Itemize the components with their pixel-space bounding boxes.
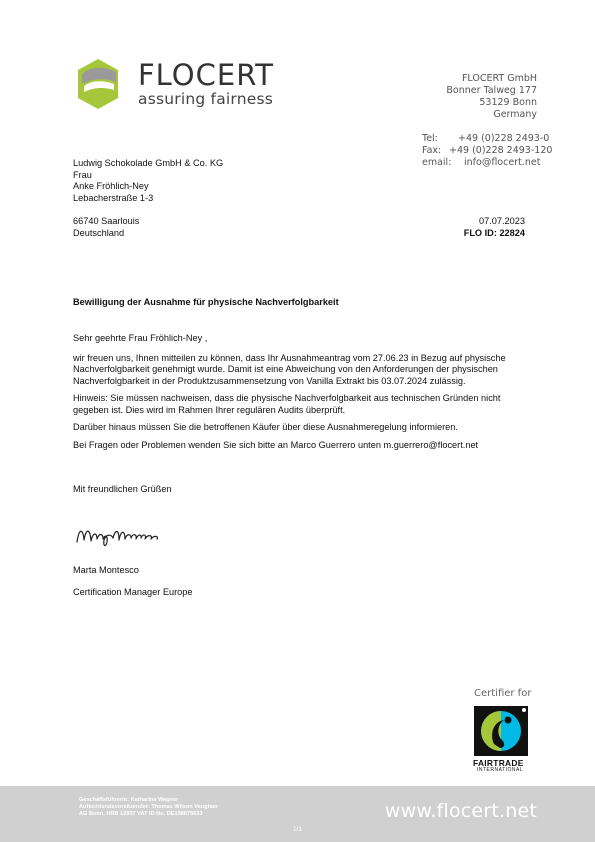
fairtrade-sub: INTERNATIONAL	[477, 767, 524, 773]
sender-country: Germany	[493, 109, 537, 120]
letter-body	[73, 333, 528, 458]
flo-id-line	[464, 228, 525, 240]
paragraph-buyers: Darüber hinaus müssen Sie die betroffenen Käufer über diese Ausnahmeregelung informieren.	[73, 422, 458, 433]
certifier-label: Certifier for	[474, 688, 532, 699]
recipient-city-block	[73, 216, 139, 239]
email-label: email:	[422, 157, 452, 168]
flo-id-label: FLO ID:	[463, 227, 500, 238]
recipient-country: Deutschland	[73, 227, 125, 238]
paragraph-contact: Bei Fragen oder Problemen wenden Sie sich bitte an Marco Guerrero unten m.guerrero@flocert.net	[73, 439, 479, 450]
signer-title: Certification Manager Europe	[73, 587, 193, 597]
fairtrade-name: FAIRTRADE	[473, 758, 524, 768]
flo-id-value: 22824	[499, 227, 525, 238]
fairtrade-logo-icon	[474, 706, 528, 756]
recipient-street: Lebacherstraße 1-3	[73, 192, 154, 203]
email-link[interactable]: info@flocert.net	[464, 157, 541, 168]
letter-closing: Mit freundlichen Grüßen	[73, 484, 172, 494]
recipient-address	[73, 158, 223, 204]
tel-label: Tel:	[422, 133, 438, 144]
flocert-logo-icon	[70, 56, 126, 112]
page-number: 1/1	[292, 826, 303, 833]
brand-tagline: assuring fairness	[138, 90, 274, 108]
letter-greeting: Sehr geehrte Frau Fröhlich-Ney ,	[73, 333, 208, 343]
footer-legal	[79, 797, 218, 818]
recipient-company: Ludwig Schokolade GmbH & Co. KG	[73, 158, 224, 168]
footer-legal-line-3: AG Bonn, HRB 12937 VAT ID No. DE198075033	[79, 811, 203, 817]
recipient-city: 66740 Saarlouis	[73, 216, 140, 226]
recipient-salutation: Frau	[73, 169, 92, 180]
signature-icon	[73, 520, 173, 550]
fax-value: +49 (0)228 2493-120	[449, 145, 553, 156]
footer-website-link[interactable]: www.flocert.net	[384, 800, 537, 822]
recipient-name: Anke Fröhlich-Ney	[73, 181, 149, 191]
tel-value: +49 (0)228 2493-0	[458, 133, 550, 144]
footer-legal-line-2: Aufsichtsratsvorsitzender: Thomas Wilson Vaughan	[79, 804, 218, 810]
paragraph-note: Hinweis: Sie müssen nachweisen, dass die physische Nachverfolgbarkeit aus technischen Gründen nicht gegeben ist. Dies wird im Rahmen Ihrer regulären Audits überprüft.	[73, 393, 501, 415]
sender-street: Bonner Talweg 177	[446, 85, 537, 96]
sender-city: 53129 Bonn	[479, 97, 537, 108]
brand-name: FLOCERT	[138, 58, 274, 92]
sender-address	[446, 73, 537, 121]
contact-block	[422, 133, 552, 169]
footer-legal-line-1: Geschäftsführerin: Katharina Wagner	[79, 797, 179, 803]
sender-company: FLOCERT GmbH	[461, 73, 537, 84]
letter-date: 07.07.2023	[479, 216, 525, 226]
date-block	[464, 216, 525, 239]
signer-name: Marta Montesco	[73, 565, 139, 575]
letter-subject: Bewilligung der Ausnahme für physische Nachverfolgbarkeit	[73, 297, 339, 307]
fax-label: Fax:	[422, 145, 442, 156]
paragraph-approval: wir freuen uns, Ihnen mitteilen zu können, dass Ihr Ausnahmeantrag vom 27.06.23 in Bezug auf physische Nachverfolgbarkeit genehmigt wurde. Damit ist eine Abweichung von den Anforderungen der physischen Nachverfolgbarkeit in der Produktzusammensetzung von Vanilla Extrakt bis 03.07.2024 zulässig.	[73, 353, 506, 386]
